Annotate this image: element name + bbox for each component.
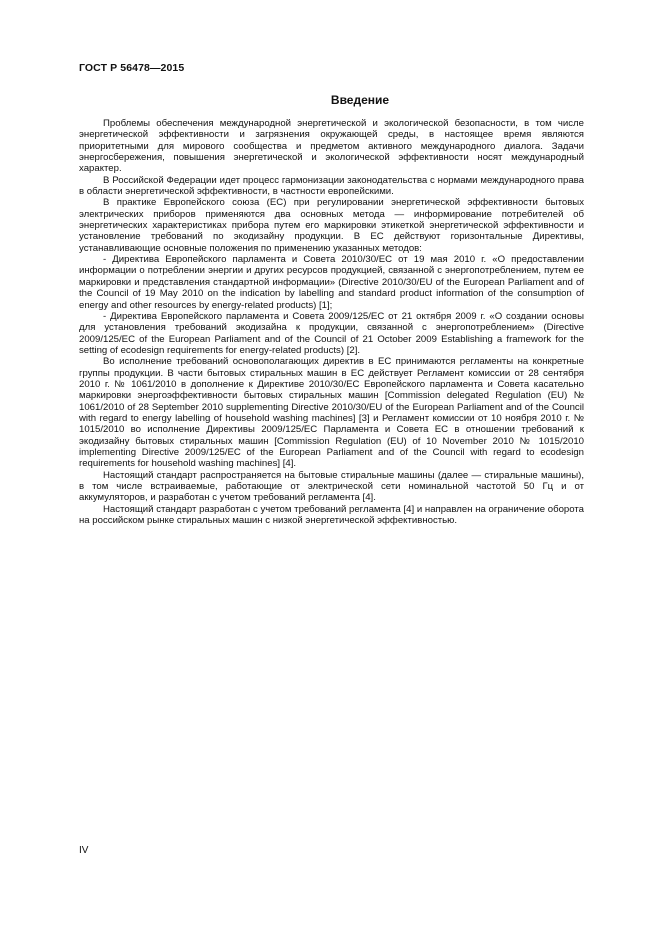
paragraph: Проблемы обеспечения международной энергетической и экологической безопасности, в том числе энергетической эффективности и загрязнения окружающей среды, в настоящее время являются приоритетными для мирового сообщества и предметом активного международного диалога. Задачи энергосбережения, повышения энергетической и экологической эффективности носят международный характер. <box>79 118 584 175</box>
paragraph: Настоящий стандарт распространяется на бытовые стиральные машины (далее — стиральные машины), в том числе встраиваемые, работающие от электрической сети номинальной частотой 50 Гц и от аккумуляторов, и разработан с учетом требований регламента [4]. <box>79 469 584 504</box>
paragraph: Настоящий стандарт разработан с учетом требований регламента [4] и направлен на ограничение оборота на российском рынке стиральных машин с низкой энергетической эффективностью. <box>79 503 584 527</box>
section-title: Введение <box>330 93 390 107</box>
list-item-directive-2010-30: - Директива Европейского парламента и Совета 2010/30/ЕС от 19 мая 2010 г. «О предоставлении информации о потреблении энергии и других ресурсов продукцией, связанной с энергопотреблением, путем ее маркировки и представления стандартной информации» (Directive 2010/30/EU of the European Parliament and of the Council of 19 May 2010 on the indication by labelling and standard product information of the consumption of energy and other resources by energy-related products) [1]; <box>79 254 584 311</box>
list-item-directive-2009-125: - Директива Европейского парламента и Совета 2009/125/ЕС от 21 октября 2009 г. «О создании основы для установления требований экодизайна к продукции, связанной с энергопотреблением» (Directive 2009/125/EC of the European Parliament and of the Council of 21 October 2009 Establishing a framework for the setting of ecodesign requirements for energy-related products) [2]. <box>79 310 584 356</box>
introduction-body <box>79 118 584 526</box>
page-number: IV <box>79 845 89 856</box>
document-code: ГОСТ Р 56478—2015 <box>79 62 185 74</box>
paragraph: В практике Европейского союза (ЕС) при регулировании энергетической эффективности бытовых электрических приборов применяются два основных метода — информирование потребителей об энергетических характеристиках прибора путем его маркировки этикеткой энергетической эффективности и установление требований по экодизайну продукции. В ЕС действуют горизонтальные Директивы, устанавливающие основные положения по применению указанных методов: <box>79 197 584 254</box>
paragraph: В Российской Федерации идет процесс гармонизации законодательства с нормами международного права в области энергетической эффективности, в частности европейскими. <box>79 174 584 198</box>
paragraph: Во исполнение требований основополагающих директив в ЕС принимаются регламенты на конкретные группы продукции. В части бытовых стиральных машин в ЕС действует Регламент комиссии от 28 сентября 2010 г. № 1061/2010 в дополнение к Директиве 2010/30/ЕС Европейского парламента и Совета касательно маркировки энергоэффективности бытовых стиральных машин [Commission delegated Regulation (EU) № 1061/2010 of 28 September 2010 supplementing Directive 2010/30/EU of the European Parliament and of the Council with regard to energy labelling of household washing machines] [3] и Регламент комиссии от 10 ноября 2010 г. № 1015/2010 во исполнение Директивы 2009/125/ЕС Парламента и Совета ЕС в отношении требований к экодизайну бытовых стиральных машин [Commission Regulation (EU) of 10 November 2010 № 1015/2010 implementing Directive 2009/125/EC of the European Parliament and of the Council with regard to ecodesign requirements for household washing machines] [4]. <box>79 356 584 470</box>
